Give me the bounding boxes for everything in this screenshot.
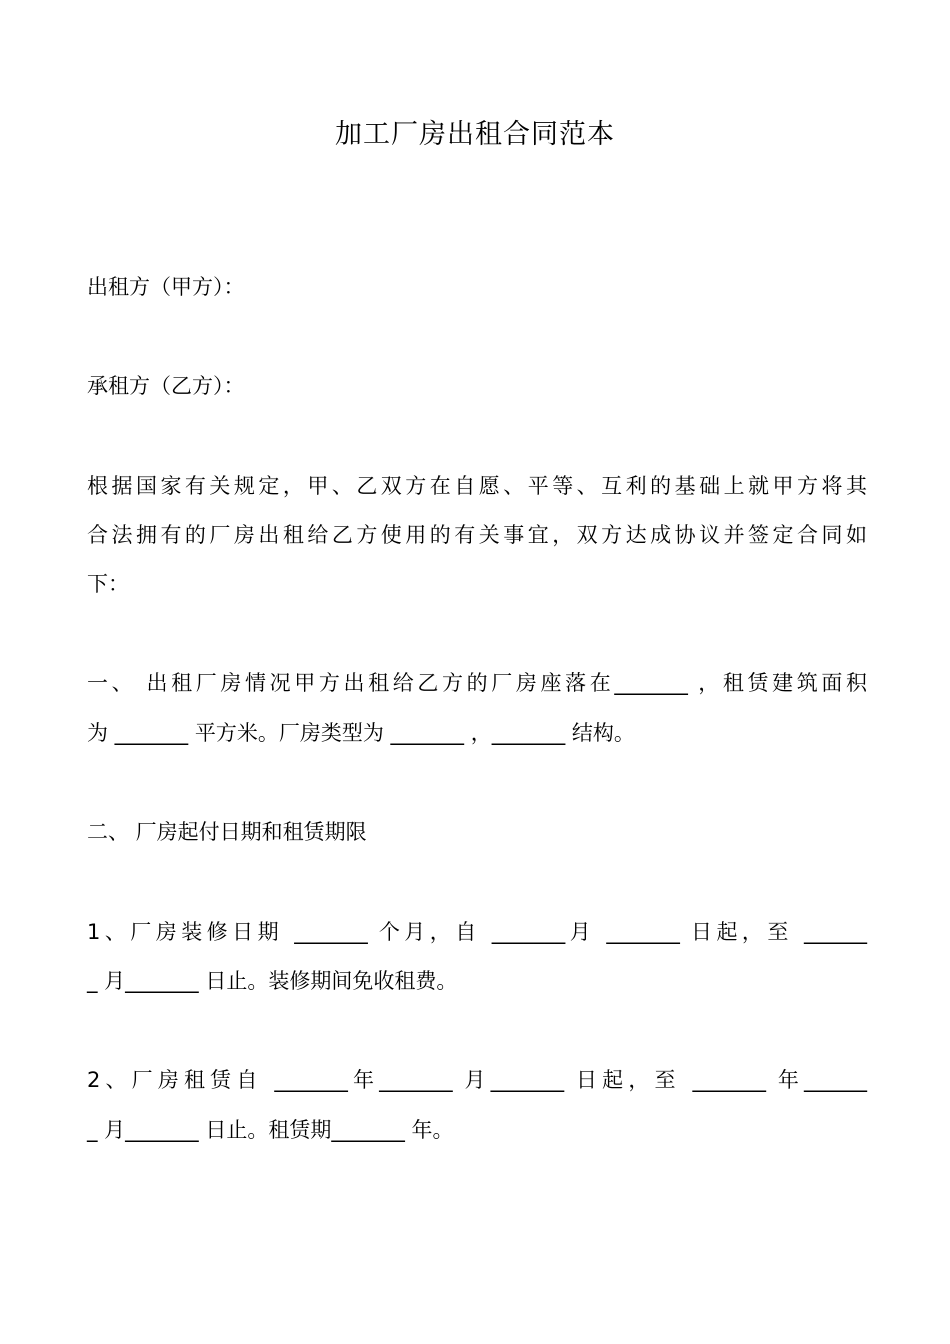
- section1-line-1: 一、 出租厂房情况甲方出租给乙方的厂房座落在_______ ，租赁建筑面积: [87, 671, 867, 695]
- lessor-line: 出租方（甲方）：: [87, 275, 245, 299]
- section2-heading: 二、 厂房起付日期和租赁期限: [87, 820, 367, 844]
- clause2-line-1: 2、厂房租赁自 _______年_______ 月_______ 日起，至 _______ 年______: [87, 1068, 867, 1092]
- document-title: 加工厂房出租合同范本: [335, 119, 615, 150]
- preamble-line-1: 根据国家有关规定，甲、乙双方在自愿、平等、互利的基础上就甲方将其: [87, 474, 867, 498]
- section1-line-2: 为 _______ 平方米。厂房类型为 _______ ，_______ 结构。: [87, 721, 635, 745]
- preamble-line-2: 合法拥有的厂房出租给乙方使用的有关事宜，双方达成协议并签定合同如: [87, 523, 867, 547]
- preamble-line-3: 下：: [87, 572, 129, 596]
- clause1-line-1: 1、厂房装修日期 _______ 个月，自 _______月 _______ 日起，至 ______: [87, 920, 867, 944]
- clause2-line-2: _ 月_______ 日止。租赁期_______ 年。: [87, 1118, 454, 1142]
- lessee-line: 承租方（乙方）：: [87, 374, 245, 398]
- clause1-line-2: _ 月_______ 日止。装修期间免收租费。: [87, 969, 458, 993]
